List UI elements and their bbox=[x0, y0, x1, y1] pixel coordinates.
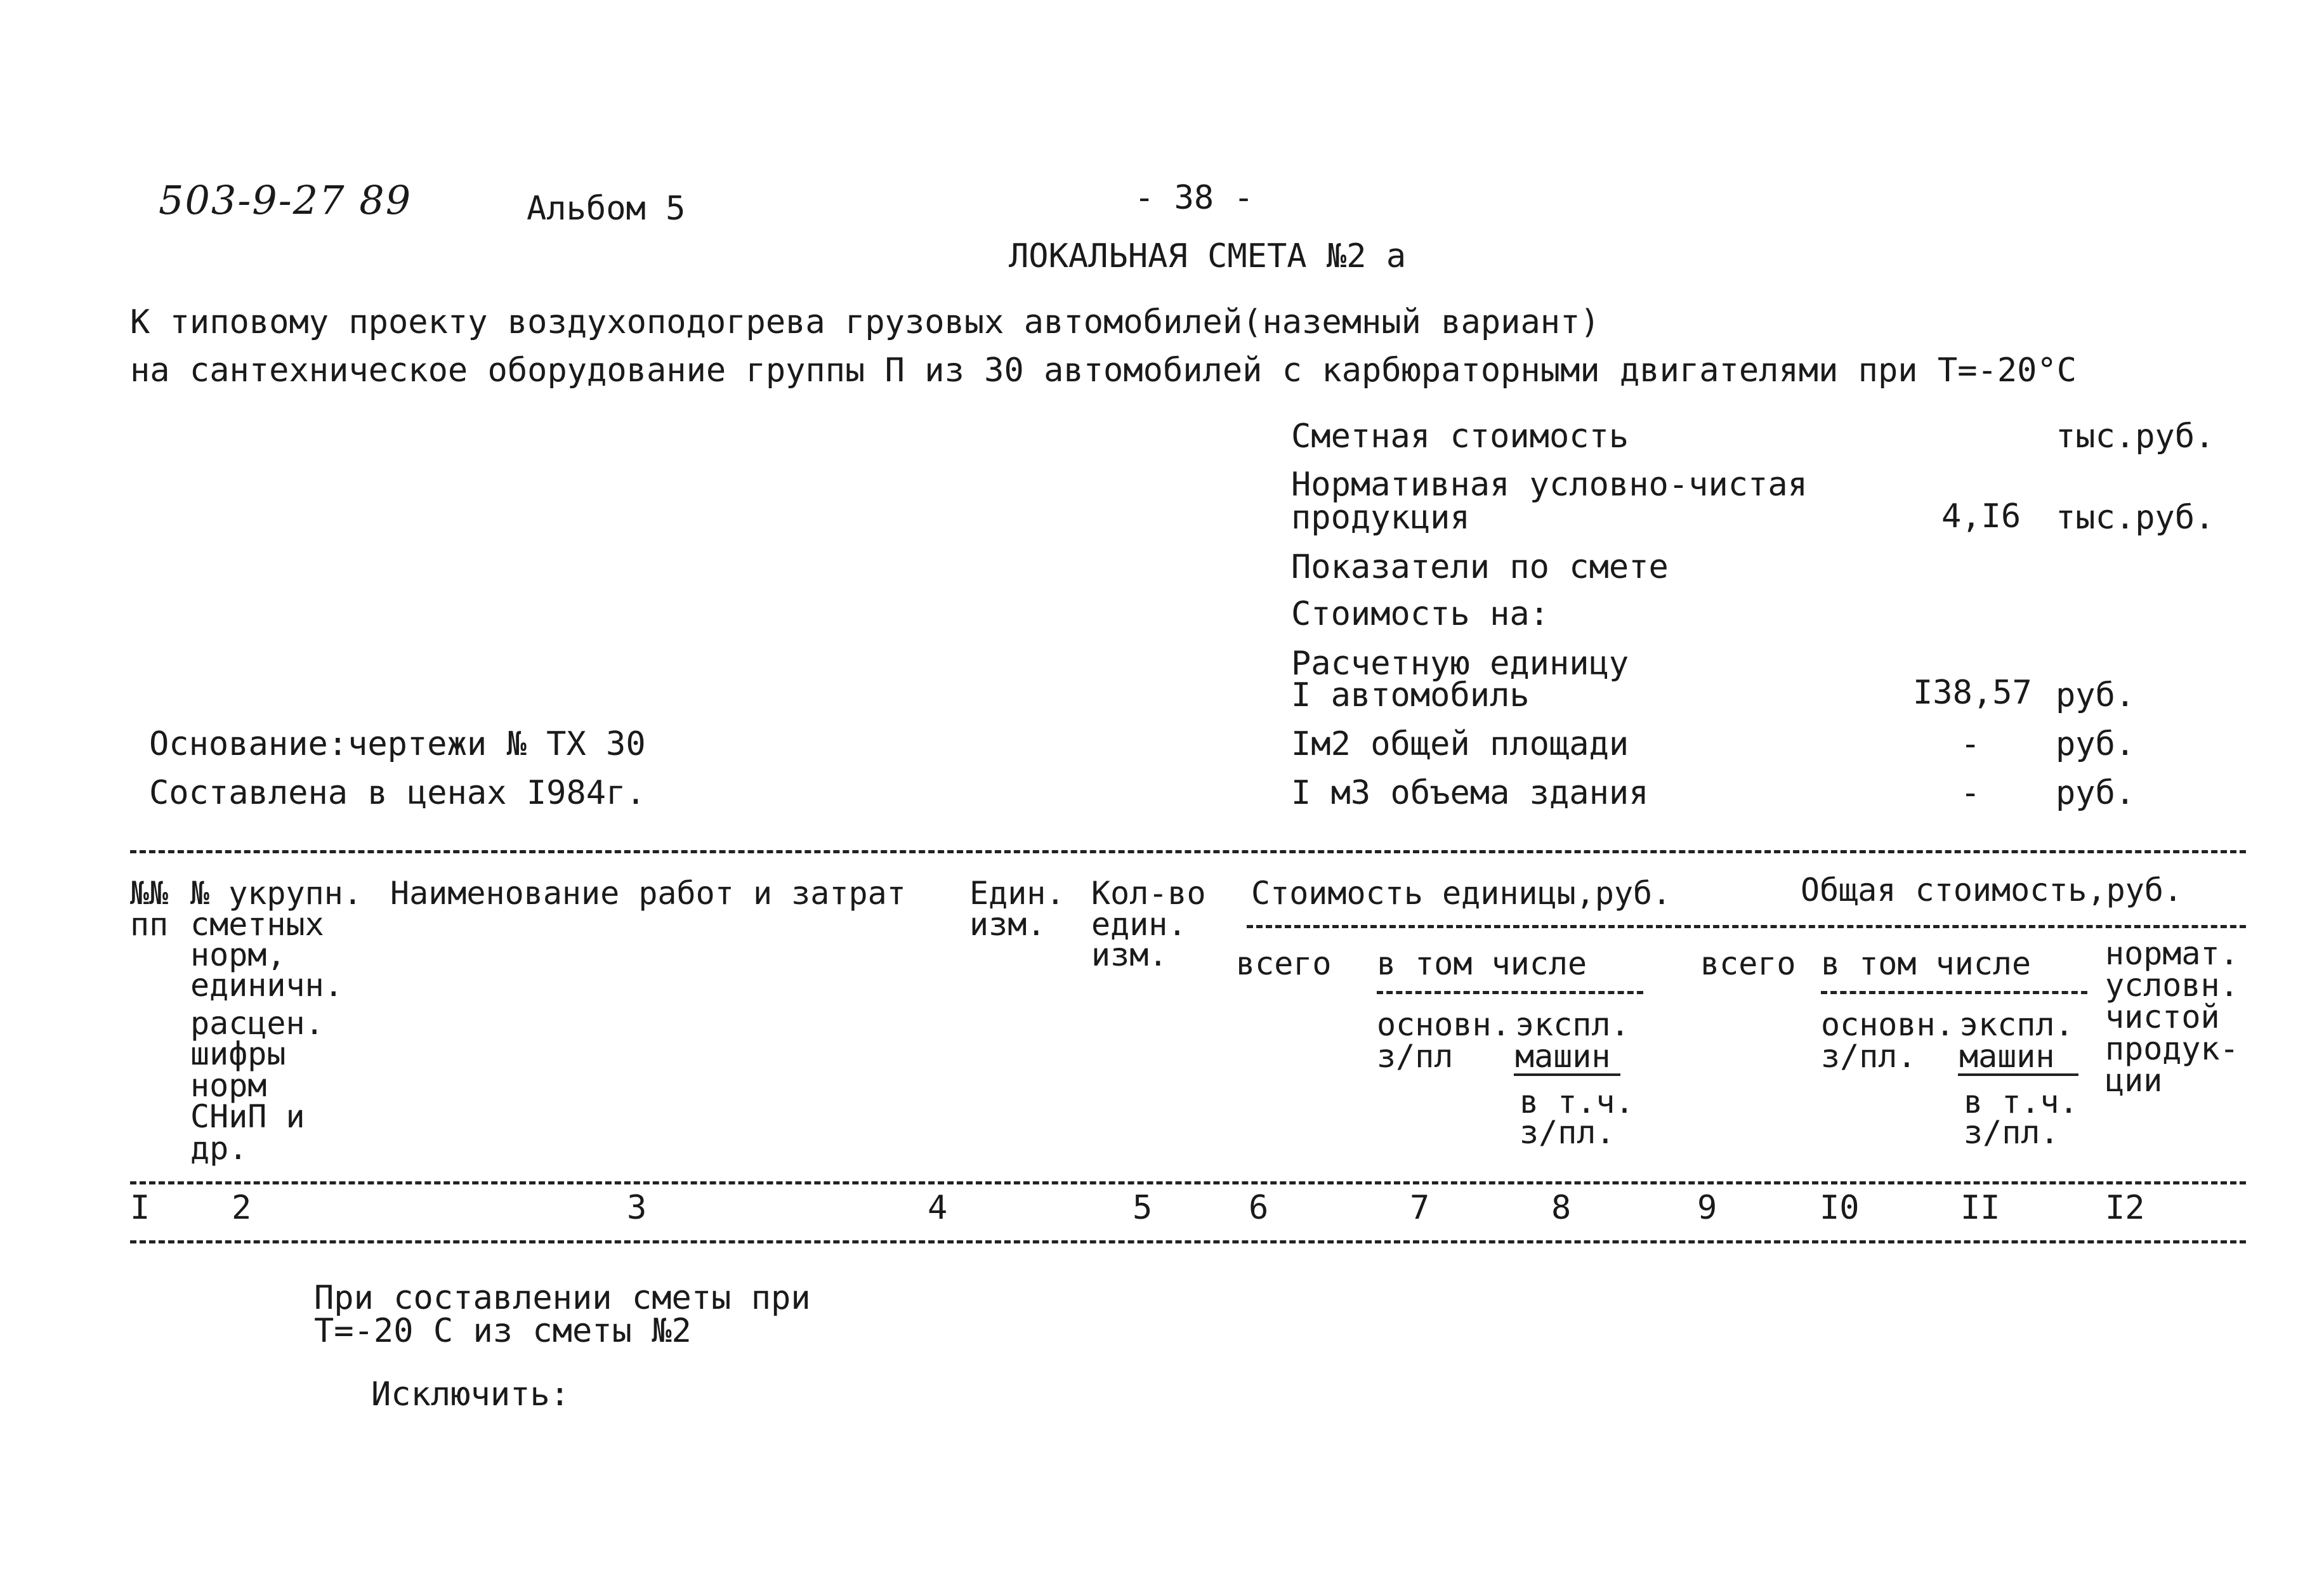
area-label: Iм2 общей площади bbox=[1291, 725, 1629, 763]
unit-cost-group-header: Стоимость единицы,руб. bbox=[1251, 875, 1672, 912]
col-6-total: всего bbox=[1236, 945, 1332, 982]
column-number-12: I2 bbox=[2105, 1189, 2145, 1227]
col-unit-header-2: изм. bbox=[969, 906, 1046, 943]
col-7-base-wage-2: з/пл bbox=[1377, 1038, 1454, 1075]
col-norm-header-9: др. bbox=[190, 1130, 248, 1167]
col-unit-header-1: Един. bbox=[969, 875, 1065, 912]
calc-unit-label-line-1: Расчетную единицу bbox=[1291, 645, 1629, 683]
column-number-9: 9 bbox=[1697, 1189, 1717, 1227]
estimated-cost-label: Сметная стоимость bbox=[1291, 417, 1629, 456]
col-norm-header-4: единичн. bbox=[190, 967, 343, 1004]
page-number: - 38 - bbox=[1134, 179, 1254, 217]
col-number-header-2: пп bbox=[130, 906, 169, 943]
col-7-base-wage-1: основн. bbox=[1377, 1006, 1511, 1043]
normative-unit: тыс.руб. bbox=[2056, 499, 2215, 537]
col-11-incl-wage-1: в т.ч. bbox=[1964, 1084, 2078, 1120]
column-number-4: 4 bbox=[928, 1189, 948, 1227]
col-8-machine-1: экспл. bbox=[1515, 1006, 1630, 1043]
col-12-normative-4: продук- bbox=[2105, 1030, 2239, 1067]
col-qty-header-3: изм. bbox=[1091, 936, 1168, 973]
col-11-machine-underline bbox=[1958, 1073, 2078, 1076]
column-number-5: 5 bbox=[1132, 1189, 1153, 1227]
normative-value: 4,I6 bbox=[1941, 497, 2021, 535]
album-label: Альбом 5 bbox=[527, 190, 686, 228]
column-number-3: 3 bbox=[627, 1189, 647, 1227]
total-including-divider bbox=[1821, 991, 2087, 994]
col-norm-header-3: норм, bbox=[190, 936, 286, 973]
note-line-1: При составлении сметы при bbox=[314, 1279, 811, 1317]
unit-including-divider bbox=[1377, 991, 1643, 994]
total-cost-group-divider bbox=[1713, 925, 2246, 928]
calc-unit-label-line-2: I автомобиль bbox=[1291, 676, 1530, 714]
column-number-7: 7 bbox=[1410, 1189, 1430, 1227]
note-line-2: Т=-20 С из сметы №2 bbox=[314, 1312, 692, 1350]
column-number-10: I0 bbox=[1820, 1189, 1860, 1227]
cost-on-label: Стоимость на: bbox=[1291, 595, 1549, 633]
unit-cost-group-divider bbox=[1247, 925, 1710, 928]
basis-prices: Составлена в ценах I984г. bbox=[149, 774, 646, 812]
column-number-2: 2 bbox=[232, 1189, 252, 1227]
col-7-8-including: в том числе bbox=[1377, 945, 1587, 982]
column-numbers-top-border bbox=[130, 1181, 2246, 1184]
column-number-1: I bbox=[130, 1189, 150, 1227]
col-10-base-wage-2: з/пл. bbox=[1821, 1038, 1917, 1075]
col-12-normative-3: чистой bbox=[2105, 999, 2220, 1035]
col-8-machine-2: машин bbox=[1515, 1038, 1611, 1075]
column-number-8: 8 bbox=[1551, 1189, 1572, 1227]
col-name-header: Наименование работ и затрат bbox=[390, 875, 906, 912]
col-11-machine-1: экспл. bbox=[1959, 1006, 2074, 1043]
col-norm-header-8: СНиП и bbox=[190, 1098, 305, 1135]
column-numbers-bottom-border bbox=[130, 1240, 2246, 1243]
document-code: 503-9-27 89 bbox=[159, 177, 412, 223]
normative-label-line-1: Нормативная условно-чистая bbox=[1291, 466, 1808, 504]
calc-unit-value: I38,57 bbox=[1913, 674, 2032, 712]
volume-value: - bbox=[1960, 774, 1981, 812]
col-12-normative-5: ции bbox=[2105, 1062, 2163, 1099]
col-norm-header-1: № укрупн. bbox=[190, 875, 362, 912]
indicators-label: Показатели по смете bbox=[1291, 548, 1669, 586]
col-9-total: всего bbox=[1700, 945, 1796, 982]
total-cost-group-header: Общая стоимость,руб. bbox=[1801, 872, 2183, 908]
col-12-normative-1: нормат. bbox=[2105, 935, 2239, 972]
volume-unit: руб. bbox=[2056, 774, 2136, 812]
calc-unit-unit: руб. bbox=[2056, 676, 2136, 714]
subtitle-line-2: на сантехническое оборудование группы П из 30 автомобилей с карбюраторными двигателями при Т=-20°С bbox=[130, 351, 2077, 390]
page-title: ЛОКАЛЬНАЯ СМЕТА №2 а bbox=[1009, 237, 1407, 275]
col-8-incl-wage-1: в т.ч. bbox=[1520, 1084, 1634, 1120]
col-qty-header-1: Кол-во bbox=[1091, 875, 1206, 912]
subtitle-line-1: К типовому проекту воздухоподогрева грузовых автомобилей(наземный вариант) bbox=[130, 303, 1600, 341]
col-norm-header-5: расцен. bbox=[190, 1005, 324, 1042]
col-norm-header-7: норм bbox=[190, 1067, 267, 1104]
col-norm-header-6: шифры bbox=[190, 1035, 286, 1072]
col-8-machine-underline bbox=[1514, 1073, 1620, 1076]
area-unit: руб. bbox=[2056, 725, 2136, 763]
col-number-header-1: №№ bbox=[130, 875, 169, 912]
basis-drawings: Основание:чертежи № ТХ 30 bbox=[149, 725, 646, 763]
col-12-normative-2: условн. bbox=[2105, 967, 2239, 1004]
col-11-incl-wage-2: з/пл. bbox=[1964, 1114, 2059, 1151]
col-qty-header-2: един. bbox=[1091, 906, 1187, 943]
col-10-11-including: в том числе bbox=[1821, 945, 2032, 982]
col-11-machine-2: машин bbox=[1959, 1038, 2055, 1075]
col-norm-header-2: сметных bbox=[190, 906, 324, 943]
normative-label-line-2: продукция bbox=[1291, 499, 1470, 537]
col-10-base-wage-1: основн. bbox=[1821, 1006, 1955, 1043]
column-number-11: II bbox=[1960, 1189, 2000, 1227]
exclude-label: Исключить: bbox=[371, 1375, 570, 1413]
volume-label: I м3 объема здания bbox=[1291, 774, 1649, 812]
area-value: - bbox=[1960, 725, 1981, 763]
estimated-cost-unit: тыс.руб. bbox=[2056, 417, 2215, 456]
column-number-6: 6 bbox=[1249, 1189, 1269, 1227]
col-8-incl-wage-2: з/пл. bbox=[1520, 1114, 1615, 1151]
table-top-border bbox=[130, 850, 2246, 853]
